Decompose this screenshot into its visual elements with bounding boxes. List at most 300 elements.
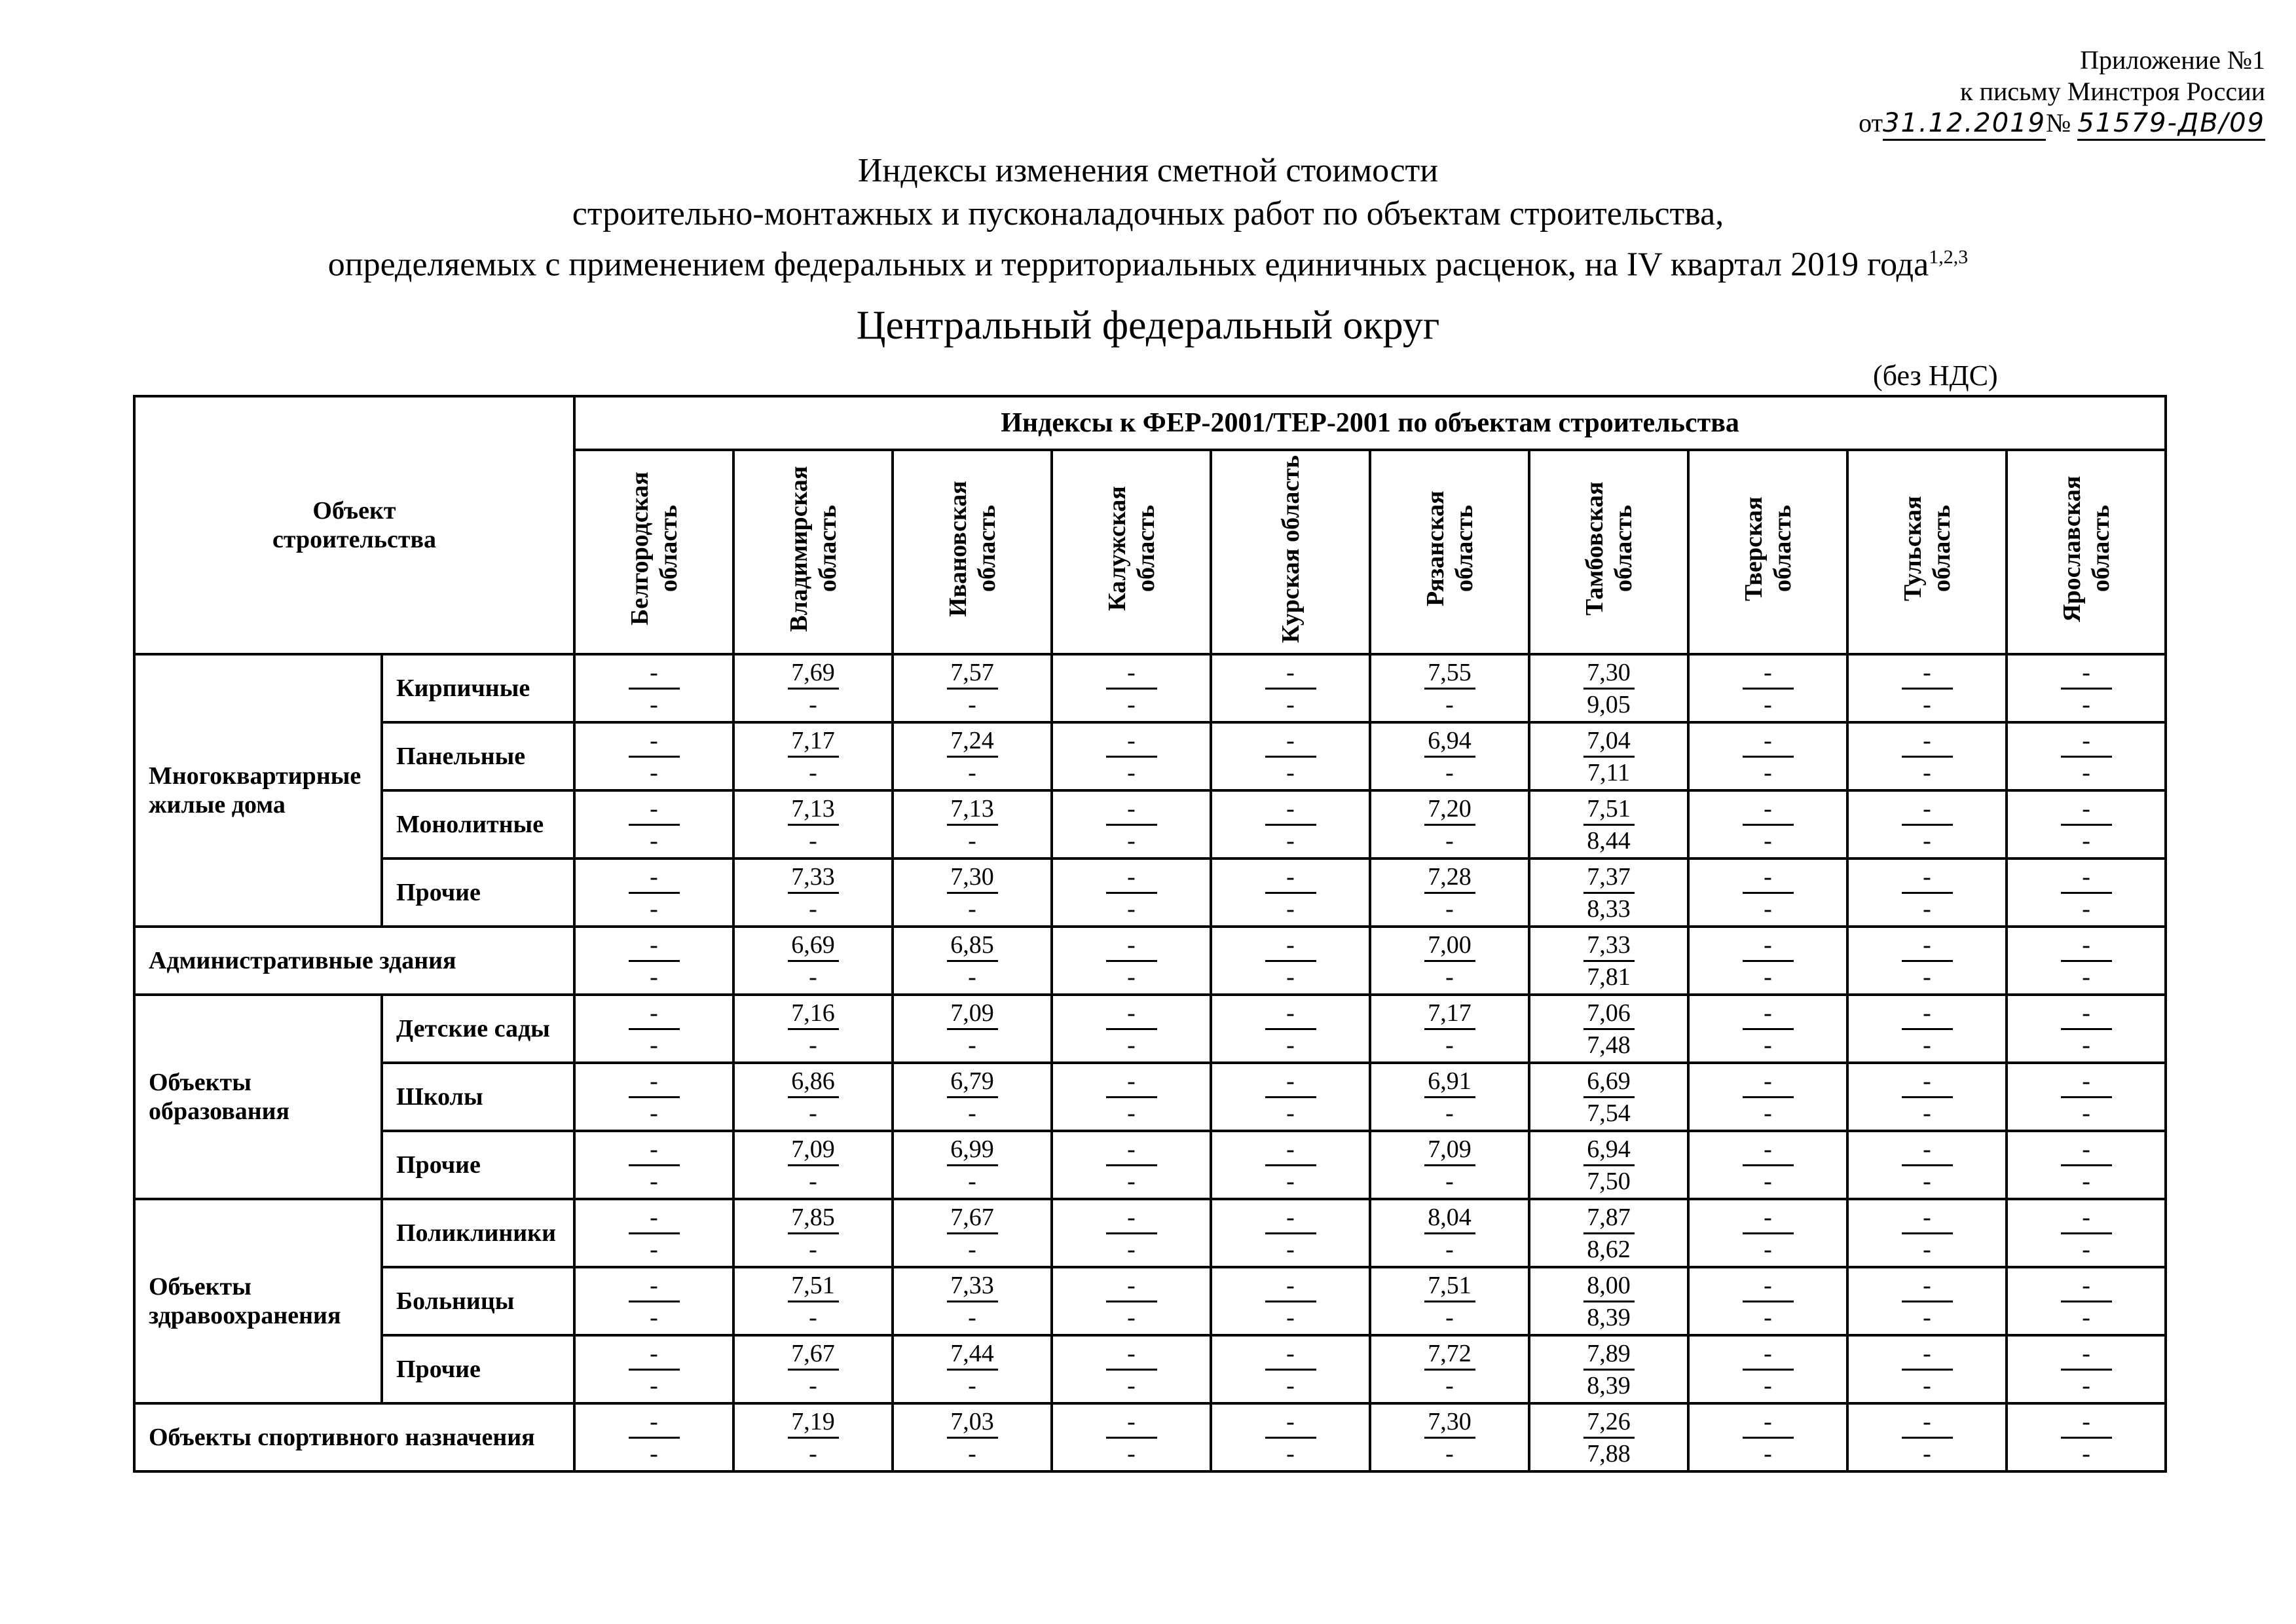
index-ter-value: - bbox=[1127, 963, 1136, 991]
table-row bbox=[134, 858, 2166, 927]
index-fer-value: - bbox=[1743, 1066, 1794, 1098]
index-cell bbox=[1847, 1199, 2007, 1267]
index-fer-value: - bbox=[629, 1066, 680, 1098]
annex-number: 51579-ДВ/09 bbox=[2077, 107, 2265, 141]
index-fer-value: 7,16 bbox=[788, 998, 839, 1030]
index-fer-value: - bbox=[1902, 1202, 1953, 1234]
index-cell bbox=[574, 1267, 733, 1335]
region-header-label: Тверская область bbox=[1739, 496, 1796, 601]
index-cell bbox=[1052, 995, 1211, 1063]
index-ter-value: - bbox=[2082, 826, 2090, 855]
index-cell bbox=[893, 1267, 1052, 1335]
index-cell-content bbox=[576, 726, 732, 788]
index-ter-value: - bbox=[1764, 826, 1772, 855]
index-ter-value: - bbox=[1445, 1031, 1454, 1059]
index-cell bbox=[1529, 1335, 1688, 1403]
index-cell-content bbox=[1053, 794, 1210, 856]
index-fer-value: 7,03 bbox=[947, 1407, 998, 1439]
index-cell bbox=[2007, 1403, 2166, 1471]
index-fer-value: 7,17 bbox=[1424, 998, 1475, 1030]
index-ter-value: - bbox=[1127, 1235, 1136, 1263]
index-cell bbox=[1847, 790, 2007, 858]
index-cell bbox=[1688, 995, 1847, 1063]
index-ter-value: 8,33 bbox=[1587, 895, 1631, 923]
index-cell bbox=[1529, 1267, 1688, 1335]
index-ter-value: - bbox=[1445, 1439, 1454, 1467]
index-table bbox=[133, 395, 2167, 1473]
index-fer-value: 7,72 bbox=[1424, 1338, 1475, 1371]
index-cell-content bbox=[1053, 726, 1210, 788]
index-cell bbox=[1847, 1335, 2007, 1403]
index-ter-value: - bbox=[809, 1167, 817, 1195]
index-cell bbox=[1529, 858, 1688, 927]
index-cell bbox=[733, 1063, 893, 1131]
index-fer-value: - bbox=[1902, 1407, 1953, 1439]
index-cell-content bbox=[1371, 1202, 1528, 1264]
index-fer-value: - bbox=[2061, 1066, 2112, 1098]
index-ter-value: 7,48 bbox=[1587, 1031, 1631, 1059]
index-cell bbox=[1052, 790, 1211, 858]
index-fer-value: - bbox=[1265, 862, 1316, 894]
index-cell-content bbox=[1530, 930, 1687, 992]
index-cell bbox=[733, 722, 893, 790]
index-cell bbox=[1688, 927, 1847, 995]
index-cell-content bbox=[2008, 1202, 2164, 1264]
index-cell-content bbox=[1530, 862, 1687, 924]
index-ter-value: - bbox=[1923, 1371, 1931, 1399]
index-fer-value: - bbox=[2061, 726, 2112, 758]
index-cell-content bbox=[1371, 794, 1528, 856]
index-cell-content bbox=[1371, 1338, 1528, 1401]
index-cell bbox=[733, 995, 893, 1063]
document-title bbox=[0, 149, 2296, 286]
index-cell-content bbox=[2008, 862, 2164, 924]
index-cell bbox=[1052, 858, 1211, 927]
index-fer-value: - bbox=[2061, 1270, 2112, 1302]
index-cell bbox=[574, 927, 733, 995]
index-cell bbox=[1529, 995, 1688, 1063]
index-cell-content bbox=[576, 862, 732, 924]
index-fer-value: - bbox=[2061, 794, 2112, 826]
index-ter-value: - bbox=[1923, 1439, 1931, 1467]
table-row bbox=[134, 1063, 2166, 1131]
index-cell bbox=[1052, 1335, 1211, 1403]
index-ter-value: - bbox=[968, 826, 976, 855]
index-fer-value: 7,85 bbox=[788, 1202, 839, 1234]
index-fer-value: 7,87 bbox=[1583, 1202, 1635, 1234]
index-fer-value: - bbox=[629, 1407, 680, 1439]
index-fer-value: - bbox=[1106, 794, 1157, 826]
index-fer-value: 8,04 bbox=[1424, 1202, 1475, 1234]
index-cell-content bbox=[735, 1066, 891, 1128]
index-fer-value: - bbox=[2061, 930, 2112, 962]
index-ter-value: - bbox=[968, 1371, 976, 1399]
index-cell bbox=[1211, 1335, 1370, 1403]
index-fer-value: - bbox=[1265, 1407, 1316, 1439]
index-fer-value: - bbox=[1902, 1338, 1953, 1371]
index-fer-value: - bbox=[1265, 794, 1316, 826]
index-cell bbox=[574, 1131, 733, 1199]
index-cell bbox=[1052, 1063, 1211, 1131]
table-row bbox=[134, 1199, 2166, 1267]
table-row bbox=[134, 654, 2166, 722]
subcategory-label: Прочие bbox=[382, 1335, 574, 1403]
index-cell-content bbox=[1530, 1134, 1687, 1196]
index-ter-value: - bbox=[1764, 1099, 1772, 1127]
annex-date: 31.12.2019 bbox=[1883, 107, 2046, 141]
index-cell bbox=[1529, 654, 1688, 722]
index-fer-value: 7,30 bbox=[947, 862, 998, 894]
index-fer-value: - bbox=[2061, 1407, 2112, 1439]
index-ter-value: 7,81 bbox=[1587, 963, 1631, 991]
index-cell-content bbox=[1212, 1270, 1369, 1333]
index-fer-value: - bbox=[1106, 930, 1157, 962]
index-ter-value: - bbox=[650, 1167, 658, 1195]
index-fer-value: - bbox=[629, 998, 680, 1030]
index-fer-value: - bbox=[1902, 930, 1953, 962]
index-cell-content bbox=[1690, 794, 1846, 856]
index-cell-content bbox=[894, 1134, 1050, 1196]
subcategory-label: Школы bbox=[382, 1063, 574, 1131]
index-ter-value: - bbox=[1923, 1099, 1931, 1127]
index-ter-value: - bbox=[1127, 1371, 1136, 1399]
index-ter-value: - bbox=[1923, 1031, 1931, 1059]
index-cell bbox=[1688, 790, 1847, 858]
index-ter-value: - bbox=[1923, 895, 1931, 923]
index-fer-value: - bbox=[1743, 1134, 1794, 1166]
index-cell-content bbox=[1371, 998, 1528, 1060]
index-cell bbox=[1847, 927, 2007, 995]
index-cell bbox=[574, 654, 733, 722]
index-fer-value: - bbox=[629, 1134, 680, 1166]
index-cell bbox=[2007, 1267, 2166, 1335]
index-cell bbox=[2007, 654, 2166, 722]
index-fer-value: 6,79 bbox=[947, 1066, 998, 1098]
index-cell-content bbox=[1212, 657, 1369, 720]
index-cell bbox=[1370, 1131, 1529, 1199]
index-cell bbox=[893, 1199, 1052, 1267]
index-fer-value: - bbox=[1743, 1202, 1794, 1234]
index-ter-value: - bbox=[1127, 1167, 1136, 1195]
index-cell bbox=[733, 1403, 893, 1471]
index-fer-value: 7,30 bbox=[1424, 1407, 1475, 1439]
index-cell-content bbox=[735, 726, 891, 788]
region-header bbox=[1847, 450, 2007, 654]
index-cell bbox=[574, 858, 733, 927]
index-cell-content bbox=[735, 1202, 891, 1264]
index-cell-content bbox=[894, 726, 1050, 788]
index-cell-content bbox=[1849, 794, 2005, 856]
index-fer-value: 7,55 bbox=[1424, 657, 1475, 690]
index-cell bbox=[1052, 1267, 1211, 1335]
index-ter-value: - bbox=[1286, 826, 1295, 855]
index-fer-value: - bbox=[2061, 1134, 2112, 1166]
index-cell-content bbox=[1212, 1134, 1369, 1196]
index-ter-value: - bbox=[650, 963, 658, 991]
index-cell bbox=[893, 858, 1052, 927]
index-ter-value: - bbox=[1445, 690, 1454, 718]
annex-from-label: от bbox=[1859, 108, 1883, 138]
index-ter-value: - bbox=[650, 1371, 658, 1399]
index-fer-value: 7,24 bbox=[947, 726, 998, 758]
index-fer-value: 7,09 bbox=[1424, 1134, 1475, 1166]
index-fer-value: 7,09 bbox=[788, 1134, 839, 1166]
index-fer-value: - bbox=[629, 794, 680, 826]
index-fer-value: 6,86 bbox=[788, 1066, 839, 1098]
index-cell-content bbox=[1690, 1338, 1846, 1401]
index-cell-content bbox=[1053, 862, 1210, 924]
index-fer-value: - bbox=[1743, 1338, 1794, 1371]
index-ter-value: - bbox=[1764, 1439, 1772, 1467]
index-fer-value: - bbox=[2061, 657, 2112, 690]
index-ter-value: - bbox=[1286, 1439, 1295, 1467]
index-ter-value: - bbox=[1923, 963, 1931, 991]
index-ter-value: - bbox=[1923, 826, 1931, 855]
index-ter-value: - bbox=[809, 758, 817, 786]
index-fer-value: 7,33 bbox=[788, 862, 839, 894]
index-ter-value: - bbox=[1445, 895, 1454, 923]
index-cell bbox=[1847, 1131, 2007, 1199]
index-ter-value: - bbox=[1286, 1235, 1295, 1263]
index-cell-content bbox=[1849, 657, 2005, 720]
index-cell-content bbox=[735, 794, 891, 856]
index-ter-value: 8,39 bbox=[1587, 1371, 1631, 1399]
index-cell-content bbox=[1849, 998, 2005, 1060]
index-cell-content bbox=[735, 998, 891, 1060]
index-cell bbox=[1052, 1199, 1211, 1267]
index-cell-content bbox=[1849, 1202, 2005, 1264]
region-header bbox=[1211, 450, 1370, 654]
index-ter-value: - bbox=[1286, 1031, 1295, 1059]
index-fer-value: - bbox=[1106, 998, 1157, 1030]
index-fer-value: - bbox=[1902, 862, 1953, 894]
index-fer-value: - bbox=[629, 1202, 680, 1234]
index-ter-value: - bbox=[1127, 1439, 1136, 1467]
index-cell bbox=[1529, 1403, 1688, 1471]
index-ter-value: - bbox=[968, 690, 976, 718]
region-header bbox=[1529, 450, 1688, 654]
index-cell bbox=[733, 654, 893, 722]
index-ter-value: - bbox=[968, 1439, 976, 1467]
index-cell bbox=[1211, 1199, 1370, 1267]
index-cell-content bbox=[735, 1407, 891, 1469]
index-cell bbox=[1847, 1063, 2007, 1131]
table-row bbox=[134, 1131, 2166, 1199]
index-ter-value: - bbox=[650, 1439, 658, 1467]
index-cell bbox=[1529, 1063, 1688, 1131]
index-ter-value: - bbox=[1445, 1235, 1454, 1263]
index-ter-value: - bbox=[809, 1439, 817, 1467]
index-fer-value: - bbox=[629, 1270, 680, 1302]
index-cell-content bbox=[2008, 1134, 2164, 1196]
index-fer-value: - bbox=[1902, 998, 1953, 1030]
index-fer-value: - bbox=[1902, 657, 1953, 690]
index-cell bbox=[1688, 654, 1847, 722]
index-ter-value: - bbox=[968, 758, 976, 786]
table-row bbox=[134, 927, 2166, 995]
annex-title: Приложение №1 bbox=[2080, 45, 2265, 75]
index-cell-content bbox=[1530, 1338, 1687, 1401]
index-fer-value: 7,33 bbox=[947, 1270, 998, 1302]
index-cell-content bbox=[1212, 1338, 1369, 1401]
index-cell-content bbox=[1849, 1407, 2005, 1469]
index-ter-value: - bbox=[1923, 1167, 1931, 1195]
index-ter-value: - bbox=[1286, 1167, 1295, 1195]
index-cell-content bbox=[735, 930, 891, 992]
index-cell bbox=[733, 1267, 893, 1335]
group-header: Индексы к ФЕР-2001/ТЕР-2001 по объектам строительства bbox=[574, 396, 2166, 450]
index-fer-value: 7,17 bbox=[788, 726, 839, 758]
index-cell-content bbox=[1690, 998, 1846, 1060]
index-fer-value: - bbox=[1265, 657, 1316, 690]
index-cell-content bbox=[576, 1270, 732, 1333]
index-cell-content bbox=[1690, 1202, 1846, 1264]
index-cell bbox=[893, 995, 1052, 1063]
index-fer-value: - bbox=[1265, 1338, 1316, 1371]
index-cell-content bbox=[1053, 1407, 1210, 1469]
index-cell bbox=[1370, 995, 1529, 1063]
category-label: Объекты спортивного назначения bbox=[134, 1403, 574, 1471]
title-line-3-text: определяемых с применением федеральных и территориальных единичных расценок, на IV квартал 2019 года bbox=[327, 246, 1929, 284]
index-fer-value: - bbox=[1902, 1134, 1953, 1166]
index-ter-value: - bbox=[650, 895, 658, 923]
index-ter-value: - bbox=[809, 1031, 817, 1059]
region-header bbox=[1370, 450, 1529, 654]
index-cell-content bbox=[1690, 726, 1846, 788]
index-cell-content bbox=[1690, 930, 1846, 992]
subcategory-label: Детские сады bbox=[382, 995, 574, 1063]
index-ter-value: - bbox=[1445, 1099, 1454, 1127]
index-fer-value: 7,51 bbox=[1583, 794, 1635, 826]
index-fer-value: 7,51 bbox=[788, 1270, 839, 1302]
index-cell-content bbox=[2008, 794, 2164, 856]
index-cell-content bbox=[576, 657, 732, 720]
index-fer-value: - bbox=[1265, 1270, 1316, 1302]
index-cell-content bbox=[1530, 1270, 1687, 1333]
index-cell bbox=[733, 1199, 893, 1267]
index-cell bbox=[1052, 722, 1211, 790]
index-cell-content bbox=[1690, 1270, 1846, 1333]
index-cell bbox=[1688, 858, 1847, 927]
index-cell bbox=[1370, 654, 1529, 722]
index-ter-value: - bbox=[1445, 963, 1454, 991]
index-cell bbox=[2007, 722, 2166, 790]
index-cell bbox=[893, 722, 1052, 790]
index-fer-value: - bbox=[629, 862, 680, 894]
index-cell bbox=[1370, 927, 1529, 995]
index-ter-value: - bbox=[1445, 758, 1454, 786]
index-fer-value: - bbox=[629, 657, 680, 690]
index-fer-value: - bbox=[2061, 1202, 2112, 1234]
index-ter-value: - bbox=[2082, 1167, 2090, 1195]
index-cell bbox=[1370, 1199, 1529, 1267]
header-row-group bbox=[134, 396, 2166, 450]
category-label: Административные здания bbox=[134, 927, 574, 995]
index-cell bbox=[893, 1403, 1052, 1471]
index-cell bbox=[1847, 995, 2007, 1063]
index-ter-value: - bbox=[1127, 1031, 1136, 1059]
index-ter-value: - bbox=[1445, 1371, 1454, 1399]
index-cell bbox=[733, 790, 893, 858]
index-cell bbox=[2007, 1199, 2166, 1267]
index-cell-content bbox=[1212, 1066, 1369, 1128]
index-cell-content bbox=[735, 1270, 891, 1333]
region-header-label: Белгородская область bbox=[625, 471, 682, 626]
index-cell-content bbox=[1053, 657, 1210, 720]
index-cell bbox=[2007, 1131, 2166, 1199]
index-fer-value: - bbox=[1106, 1202, 1157, 1234]
index-ter-value: 7,88 bbox=[1587, 1439, 1631, 1467]
index-ter-value: 7,11 bbox=[1587, 758, 1631, 786]
index-cell-content bbox=[1212, 998, 1369, 1060]
index-ter-value: - bbox=[1923, 690, 1931, 718]
index-cell-content bbox=[576, 1407, 732, 1469]
index-fer-value: - bbox=[2061, 862, 2112, 894]
index-cell-content bbox=[1053, 1270, 1210, 1333]
index-ter-value: - bbox=[1286, 963, 1295, 991]
index-cell-content bbox=[1053, 1338, 1210, 1401]
index-fer-value: 7,20 bbox=[1424, 794, 1475, 826]
index-fer-value: - bbox=[1902, 726, 1953, 758]
index-fer-value: - bbox=[1743, 862, 1794, 894]
index-fer-value: 6,85 bbox=[947, 930, 998, 962]
index-ter-value: - bbox=[2082, 1099, 2090, 1127]
index-ter-value: 8,39 bbox=[1587, 1303, 1631, 1331]
index-cell bbox=[1211, 927, 1370, 995]
index-cell bbox=[1211, 790, 1370, 858]
index-cell bbox=[1688, 1063, 1847, 1131]
index-cell-content bbox=[1530, 657, 1687, 720]
index-cell bbox=[1688, 1199, 1847, 1267]
index-ter-value: - bbox=[1764, 1167, 1772, 1195]
index-fer-value: - bbox=[629, 1338, 680, 1371]
index-cell bbox=[1370, 722, 1529, 790]
subcategory-label: Больницы bbox=[382, 1267, 574, 1335]
index-ter-value: - bbox=[809, 1303, 817, 1331]
index-fer-value: - bbox=[1265, 930, 1316, 962]
index-cell bbox=[1529, 722, 1688, 790]
index-cell-content bbox=[1849, 1134, 2005, 1196]
index-fer-value: 7,89 bbox=[1583, 1338, 1635, 1371]
index-fer-value: 7,30 bbox=[1583, 657, 1635, 690]
table-row bbox=[134, 790, 2166, 858]
index-ter-value: - bbox=[1127, 895, 1136, 923]
index-ter-value: - bbox=[1286, 895, 1295, 923]
index-cell-content bbox=[894, 930, 1050, 992]
index-fer-value: 7,67 bbox=[947, 1202, 998, 1234]
index-cell bbox=[1052, 654, 1211, 722]
index-cell bbox=[733, 858, 893, 927]
annex-block bbox=[1807, 45, 2265, 141]
title-line-3 bbox=[0, 236, 2296, 286]
index-cell-content bbox=[576, 930, 732, 992]
index-cell bbox=[1370, 1063, 1529, 1131]
index-ter-value: - bbox=[2082, 1031, 2090, 1059]
index-cell-content bbox=[1849, 726, 2005, 788]
index-ter-value: - bbox=[1286, 1303, 1295, 1331]
region-header bbox=[2007, 450, 2166, 654]
index-fer-value: 7,69 bbox=[788, 657, 839, 690]
index-cell-content bbox=[894, 1338, 1050, 1401]
index-cell-content bbox=[576, 1066, 732, 1128]
table-body bbox=[134, 654, 2166, 1471]
index-cell bbox=[893, 1131, 1052, 1199]
index-ter-value: - bbox=[2082, 1235, 2090, 1263]
index-cell-content bbox=[2008, 726, 2164, 788]
index-cell-content bbox=[1690, 1134, 1846, 1196]
index-cell-content bbox=[1053, 998, 1210, 1060]
region-header bbox=[1688, 450, 1847, 654]
